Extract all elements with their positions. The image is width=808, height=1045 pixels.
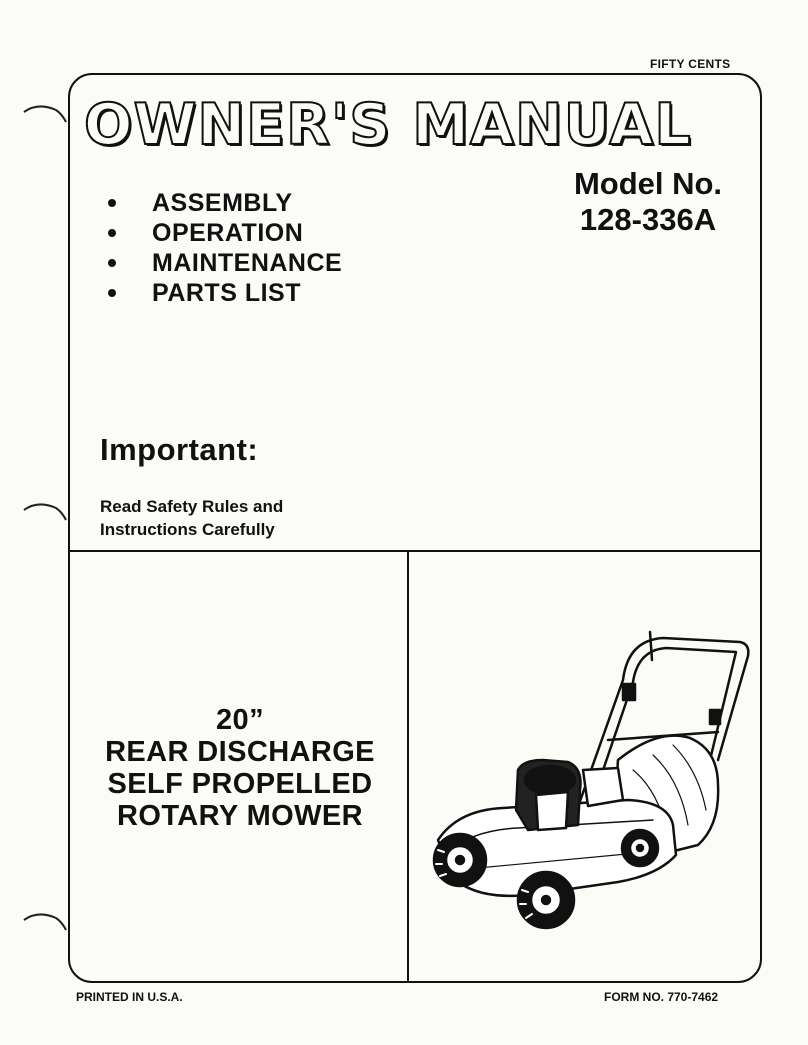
topic-label: PARTS LIST <box>152 279 301 307</box>
safety-note-line: Instructions Carefully <box>100 520 275 539</box>
list-item <box>108 248 342 278</box>
topic-label: MAINTENANCE <box>152 249 343 277</box>
binder-hole-mark <box>22 100 68 130</box>
product-size: 20” <box>216 704 264 736</box>
model-label: Model No. <box>573 166 723 201</box>
bullet-icon <box>108 229 116 237</box>
product-line: ROTARY MOWER <box>117 800 363 832</box>
list-item <box>108 188 342 218</box>
topics-list <box>108 188 342 308</box>
safety-note-line: Read Safety Rules and <box>100 497 284 516</box>
model-number: 128-336A <box>579 202 717 237</box>
form-number: FORM NO. 770-7462 <box>604 990 719 1004</box>
topic-label: ASSEMBLY <box>152 189 293 217</box>
panel-divider <box>407 551 409 981</box>
binder-hole-mark <box>22 498 68 528</box>
price-label: FIFTY CENTS <box>650 57 731 71</box>
printed-in: PRINTED IN U.S.A. <box>76 990 183 1004</box>
bullet-icon <box>108 199 116 207</box>
product-line: SELF PROPELLED <box>107 768 373 800</box>
topic-label: OPERATION <box>152 219 304 247</box>
section-divider <box>69 550 761 552</box>
list-item <box>108 278 342 308</box>
bullet-icon <box>108 289 116 297</box>
binder-hole-mark <box>22 908 68 938</box>
list-item <box>108 218 342 248</box>
important-heading: Important: <box>100 432 259 467</box>
lawn-mower-icon <box>418 620 758 930</box>
product-line: REAR DISCHARGE <box>105 736 375 768</box>
model-block <box>560 166 736 238</box>
safety-note <box>100 495 283 541</box>
bullet-icon <box>108 259 116 267</box>
product-description <box>80 704 400 832</box>
manual-title: OWNER'S MANUAL <box>84 92 692 158</box>
